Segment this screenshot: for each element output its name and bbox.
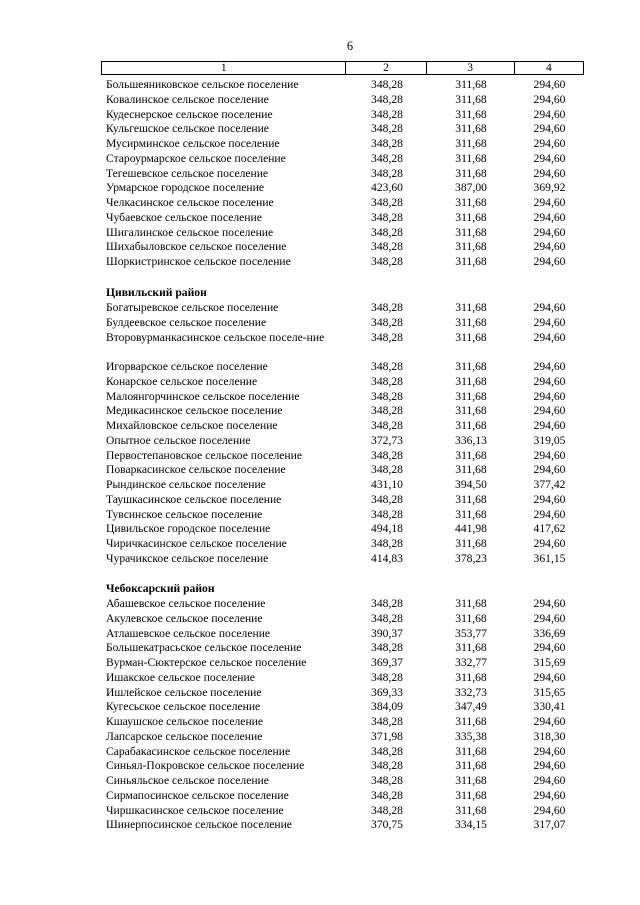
table-row [101,389,584,404]
value-col-4: 294,60 [533,463,566,477]
value-col-2: 390,37 [371,626,403,640]
value-col-3: 311,68 [455,240,487,254]
value-col-4: 294,60 [533,715,566,728]
table-row [101,492,584,507]
settlement-name: Шигалинское сельское поселение [106,225,274,239]
table-row [101,773,584,788]
settlement-name: Чурачикское сельское поселение [106,551,269,565]
table-row [101,596,584,611]
value-col-3: 311,68 [455,122,487,136]
value-col-3: 311,68 [455,597,487,610]
value-col-4: 294,60 [533,759,566,773]
settlement-name: Цивильское городское поселение [106,522,271,536]
value-col-4: 294,60 [533,374,566,388]
value-col-4: 294,60 [533,641,566,655]
table-row [101,77,584,92]
table-row [101,611,584,626]
settlement-name: Атлашевское сельское поселение [106,626,271,640]
value-col-3: 311,68 [455,78,487,91]
value-col-2: 369,37 [371,656,403,669]
settlement-name: Мусирминское сельское поселение [106,137,280,150]
value-col-3: 378,23 [455,551,487,565]
value-col-2: 414,83 [371,551,403,565]
settlement-name: Сирмапосинское сельское поселение [106,788,289,802]
value-col-2: 348,28 [371,404,403,418]
value-col-2: 348,28 [371,537,403,550]
value-col-2: 348,28 [371,597,403,610]
value-col-3: 332,73 [455,685,487,699]
value-col-2: 348,28 [371,122,403,136]
settlement-name: Большекатрасьское сельское поселение [106,641,302,655]
value-col-4: 294,60 [533,196,566,209]
table-row [101,462,584,477]
value-col-4: 369,92 [533,181,566,195]
value-col-2: 372,73 [371,433,403,447]
settlement-name: Абашевское сельское поселение [106,597,266,610]
value-col-2: 348,28 [371,641,403,655]
header-col-1: 1 [102,62,346,75]
settlement-name: Чиричкасинское сельское поселение [106,537,287,550]
settlement-name: Тувсинское сельское поселение [106,507,263,521]
page-number: 6 [346,39,354,53]
value-col-2: 371,98 [371,729,403,743]
value-col-3: 311,68 [455,374,487,388]
value-col-3: 311,68 [455,463,487,477]
value-col-4: 315,65 [533,685,566,699]
value-col-4: 319,05 [533,433,566,447]
settlement-name: Кудеснерское сельское поселение [106,107,273,121]
value-col-4: 294,60 [533,774,566,787]
settlement-name: Акулевское сельское поселение [106,611,263,625]
value-col-3: 311,68 [455,537,487,550]
table-row [101,403,584,418]
value-col-3: 311,68 [455,255,487,268]
value-col-3: 335,38 [455,729,487,743]
table-row [101,195,584,210]
value-col-2: 348,28 [371,240,403,254]
table-row [101,300,584,315]
value-col-2: 348,28 [371,744,403,758]
value-col-2: 348,28 [371,788,403,802]
settlement-name: Первостепановское сельское поселение [106,448,302,462]
value-col-2: 348,28 [371,448,403,462]
settlement-name: Второвурманкасинское сельское поселе-ние [106,330,325,344]
value-col-2: 348,28 [371,611,403,625]
table-row [101,254,584,269]
table-row [101,477,584,492]
header-col-3: 3 [426,62,514,75]
settlement-name: Синьял-Покровское сельское поселение [106,759,305,773]
settlement-name: Чубаевское сельское поселение [106,210,262,224]
value-col-2: 348,28 [371,151,403,165]
value-col-4: 318,30 [533,729,566,743]
settlement-name: Кугесьское сельское поселение [106,700,261,714]
value-col-3: 311,68 [455,803,487,817]
value-col-4: 294,60 [533,404,566,418]
settlement-name: Кшаушское сельское поселение [106,715,264,728]
value-col-2: 348,28 [371,670,403,684]
value-col-4: 330,41 [533,700,566,714]
value-col-4: 315,69 [533,656,566,669]
value-col-4: 294,60 [533,225,566,239]
value-col-3: 311,68 [455,137,487,150]
settlement-name: Синьяльское сельское поселение [106,774,269,787]
settlement-name: Тегешевское сельское поселение [106,166,269,180]
table-row [101,418,584,433]
settlement-name: Челкасинское сельское поселение [106,196,274,209]
value-col-2: 348,28 [371,315,403,329]
value-col-4: 294,60 [533,597,566,610]
value-col-3: 332,77 [455,656,487,669]
table-row [101,803,584,818]
table-row [101,714,584,729]
settlement-name: Шоркистринское сельское поселение [106,255,291,268]
value-col-4: 294,60 [533,611,566,625]
value-col-4: 377,42 [533,478,566,491]
value-col-3: 311,68 [455,507,487,521]
value-col-4: 317,07 [533,818,566,832]
header-col-2: 2 [346,62,426,75]
table-header [101,61,584,75]
value-col-2: 348,28 [371,225,403,239]
value-col-2: 348,28 [371,419,403,432]
value-col-3: 336,13 [455,433,487,447]
settlement-name: Таушкасинское сельское поселение [106,492,282,506]
value-col-4: 294,60 [533,448,566,462]
value-col-3: 441,98 [455,522,487,536]
value-col-4: 294,60 [533,240,566,254]
table-row [101,166,584,181]
value-col-4: 294,60 [533,492,566,506]
settlement-name: Урмарское городское поселение [106,181,264,195]
settlement-name: Конарское сельское поселение [106,374,258,388]
value-col-3: 311,68 [455,670,487,684]
value-col-2: 348,28 [371,492,403,506]
value-col-4: 294,60 [533,166,566,180]
value-col-2: 348,28 [371,463,403,477]
table-row [101,729,584,744]
value-col-4: 294,60 [533,360,566,373]
table-row [101,817,584,832]
settlement-name: Малоянгорчинское сельское поселение [106,389,300,403]
value-col-3: 311,68 [455,759,487,773]
value-col-4: 294,60 [533,107,566,121]
table-row [101,640,584,655]
table-row [101,136,584,151]
value-col-4: 294,60 [533,670,566,684]
value-col-3: 311,68 [455,315,487,329]
value-col-4: 294,60 [533,315,566,329]
value-col-2: 384,09 [371,700,403,714]
value-col-4: 294,60 [533,301,566,314]
value-col-2: 369,33 [371,685,403,699]
value-col-2: 348,28 [371,210,403,224]
settlement-name: Сарабакасинское сельское поселение [106,744,291,758]
settlement-name: Ишакское сельское поселение [106,670,255,684]
value-col-4: 294,60 [533,151,566,165]
table-row [101,744,584,759]
value-col-4: 294,60 [533,788,566,802]
value-col-3: 311,68 [455,330,487,344]
settlement-name: Чиршкасинское сельское поселение [106,803,284,817]
value-col-4: 294,60 [533,137,566,150]
value-col-4: 294,60 [533,255,566,268]
settlement-name: Староурмарское сельское поселение [106,151,286,165]
value-col-4: 294,60 [533,744,566,758]
settlement-name: Рындинское сельское поселение [106,478,266,491]
value-col-2: 348,28 [371,255,403,268]
value-col-4: 361,15 [533,551,566,565]
settlement-name: Ковалинское сельское поселение [106,92,269,106]
settlement-name: Лапсарское сельское поселение [106,729,263,743]
value-col-4: 294,60 [533,92,566,106]
settlement-name: Ишлейское сельское поселение [106,685,262,699]
value-col-4: 417,62 [533,522,566,536]
table-row [101,626,584,641]
value-col-3: 394,50 [455,478,487,491]
value-col-4: 294,60 [533,803,566,817]
value-col-2: 348,28 [371,759,403,773]
settlement-name: Вурман-Сюктерское сельское поселение [106,656,307,669]
value-col-3: 311,68 [455,210,487,224]
value-col-2: 348,28 [371,360,403,373]
value-col-2: 423,60 [371,181,403,195]
value-col-2: 348,28 [371,715,403,728]
settlement-name: Игорварское сельское поселение [106,360,268,373]
value-col-2: 348,28 [371,389,403,403]
table-row [101,210,584,225]
value-col-3: 311,68 [455,448,487,462]
section-heading-cheboksarsky: Чебоксарский район [106,582,215,595]
value-col-3: 311,68 [455,404,487,418]
table-row [101,151,584,166]
value-col-4: 294,60 [533,537,566,550]
value-col-3: 334,15 [455,818,487,832]
table-row [101,448,584,463]
table-row [101,788,584,803]
table-row [101,699,584,714]
settlement-name: Булдеевское сельское поселение [106,315,267,329]
value-col-3: 311,68 [455,715,487,728]
value-col-2: 348,28 [371,507,403,521]
value-col-4: 294,60 [533,389,566,403]
settlement-name: Опытное сельское поселение [106,433,251,447]
value-col-3: 311,68 [455,788,487,802]
value-col-3: 311,68 [455,225,487,239]
settlement-name: Шинерпосинское сельское поселение [106,818,292,832]
value-col-3: 311,68 [455,196,487,209]
settlement-name: Медикасинское сельское поселение [106,404,283,418]
table-row [101,359,584,374]
value-col-3: 311,68 [455,641,487,655]
table-row [101,670,584,685]
value-col-2: 348,28 [371,78,403,91]
value-col-3: 311,68 [455,611,487,625]
value-col-3: 311,68 [455,107,487,121]
value-col-3: 311,68 [455,389,487,403]
table-row [101,685,584,700]
table-row [101,536,584,551]
table-row [101,507,584,522]
value-col-4: 294,60 [533,78,566,91]
value-col-4: 294,60 [533,122,566,136]
table-row [101,433,584,448]
header-col-4: 4 [514,62,583,75]
value-col-3: 311,68 [455,301,487,314]
value-col-3: 311,68 [455,419,487,432]
value-col-2: 348,28 [371,196,403,209]
table-row [101,521,584,536]
table-row [101,655,584,670]
table-row [101,107,584,122]
settlement-name: Шихабыловское сельское поселение [106,240,287,254]
table-row [101,374,584,389]
value-col-2: 348,28 [371,374,403,388]
value-col-3: 353,77 [455,626,487,640]
value-col-2: 348,28 [371,92,403,106]
value-col-4: 336,69 [533,626,566,640]
value-col-4: 294,60 [533,210,566,224]
value-col-2: 348,28 [371,330,403,344]
value-col-3: 311,68 [455,492,487,506]
value-col-4: 294,60 [533,419,566,432]
value-col-4: 294,60 [533,330,566,344]
value-col-3: 311,68 [455,151,487,165]
table-row [101,758,584,773]
settlement-name: Михайловское сельское поселение [106,419,278,432]
table-row [101,180,584,195]
value-col-3: 311,68 [455,360,487,373]
settlement-name: Поваркасинское сельское поселение [106,463,286,477]
table-row [101,225,584,240]
value-col-3: 311,68 [455,774,487,787]
value-col-2: 348,28 [371,137,403,150]
table-row [101,121,584,136]
value-col-2: 494,18 [371,522,403,536]
value-col-3: 387,00 [455,181,487,195]
value-col-2: 348,28 [371,774,403,787]
value-col-3: 347,49 [455,700,487,714]
value-col-2: 431,10 [371,478,403,491]
value-col-2: 348,28 [371,301,403,314]
table-row [101,315,584,330]
table-row [101,239,584,254]
table-row [101,92,584,107]
value-col-2: 348,28 [371,803,403,817]
value-col-2: 370,75 [371,818,403,832]
value-col-3: 311,68 [455,92,487,106]
table-row [101,551,584,566]
settlement-name: Кульгешское сельское поселение [106,122,269,136]
table-row [101,330,584,360]
value-col-2: 348,28 [371,166,403,180]
value-col-3: 311,68 [455,744,487,758]
settlement-name: Большеяниковское сельское поселение [106,78,299,91]
value-col-2: 348,28 [371,107,403,121]
value-col-3: 311,68 [455,166,487,180]
settlement-name: Богатыревское сельское поселение [106,301,279,314]
value-col-4: 294,60 [533,507,566,521]
section-heading-tsivilsky: Цивильский район [106,286,207,299]
